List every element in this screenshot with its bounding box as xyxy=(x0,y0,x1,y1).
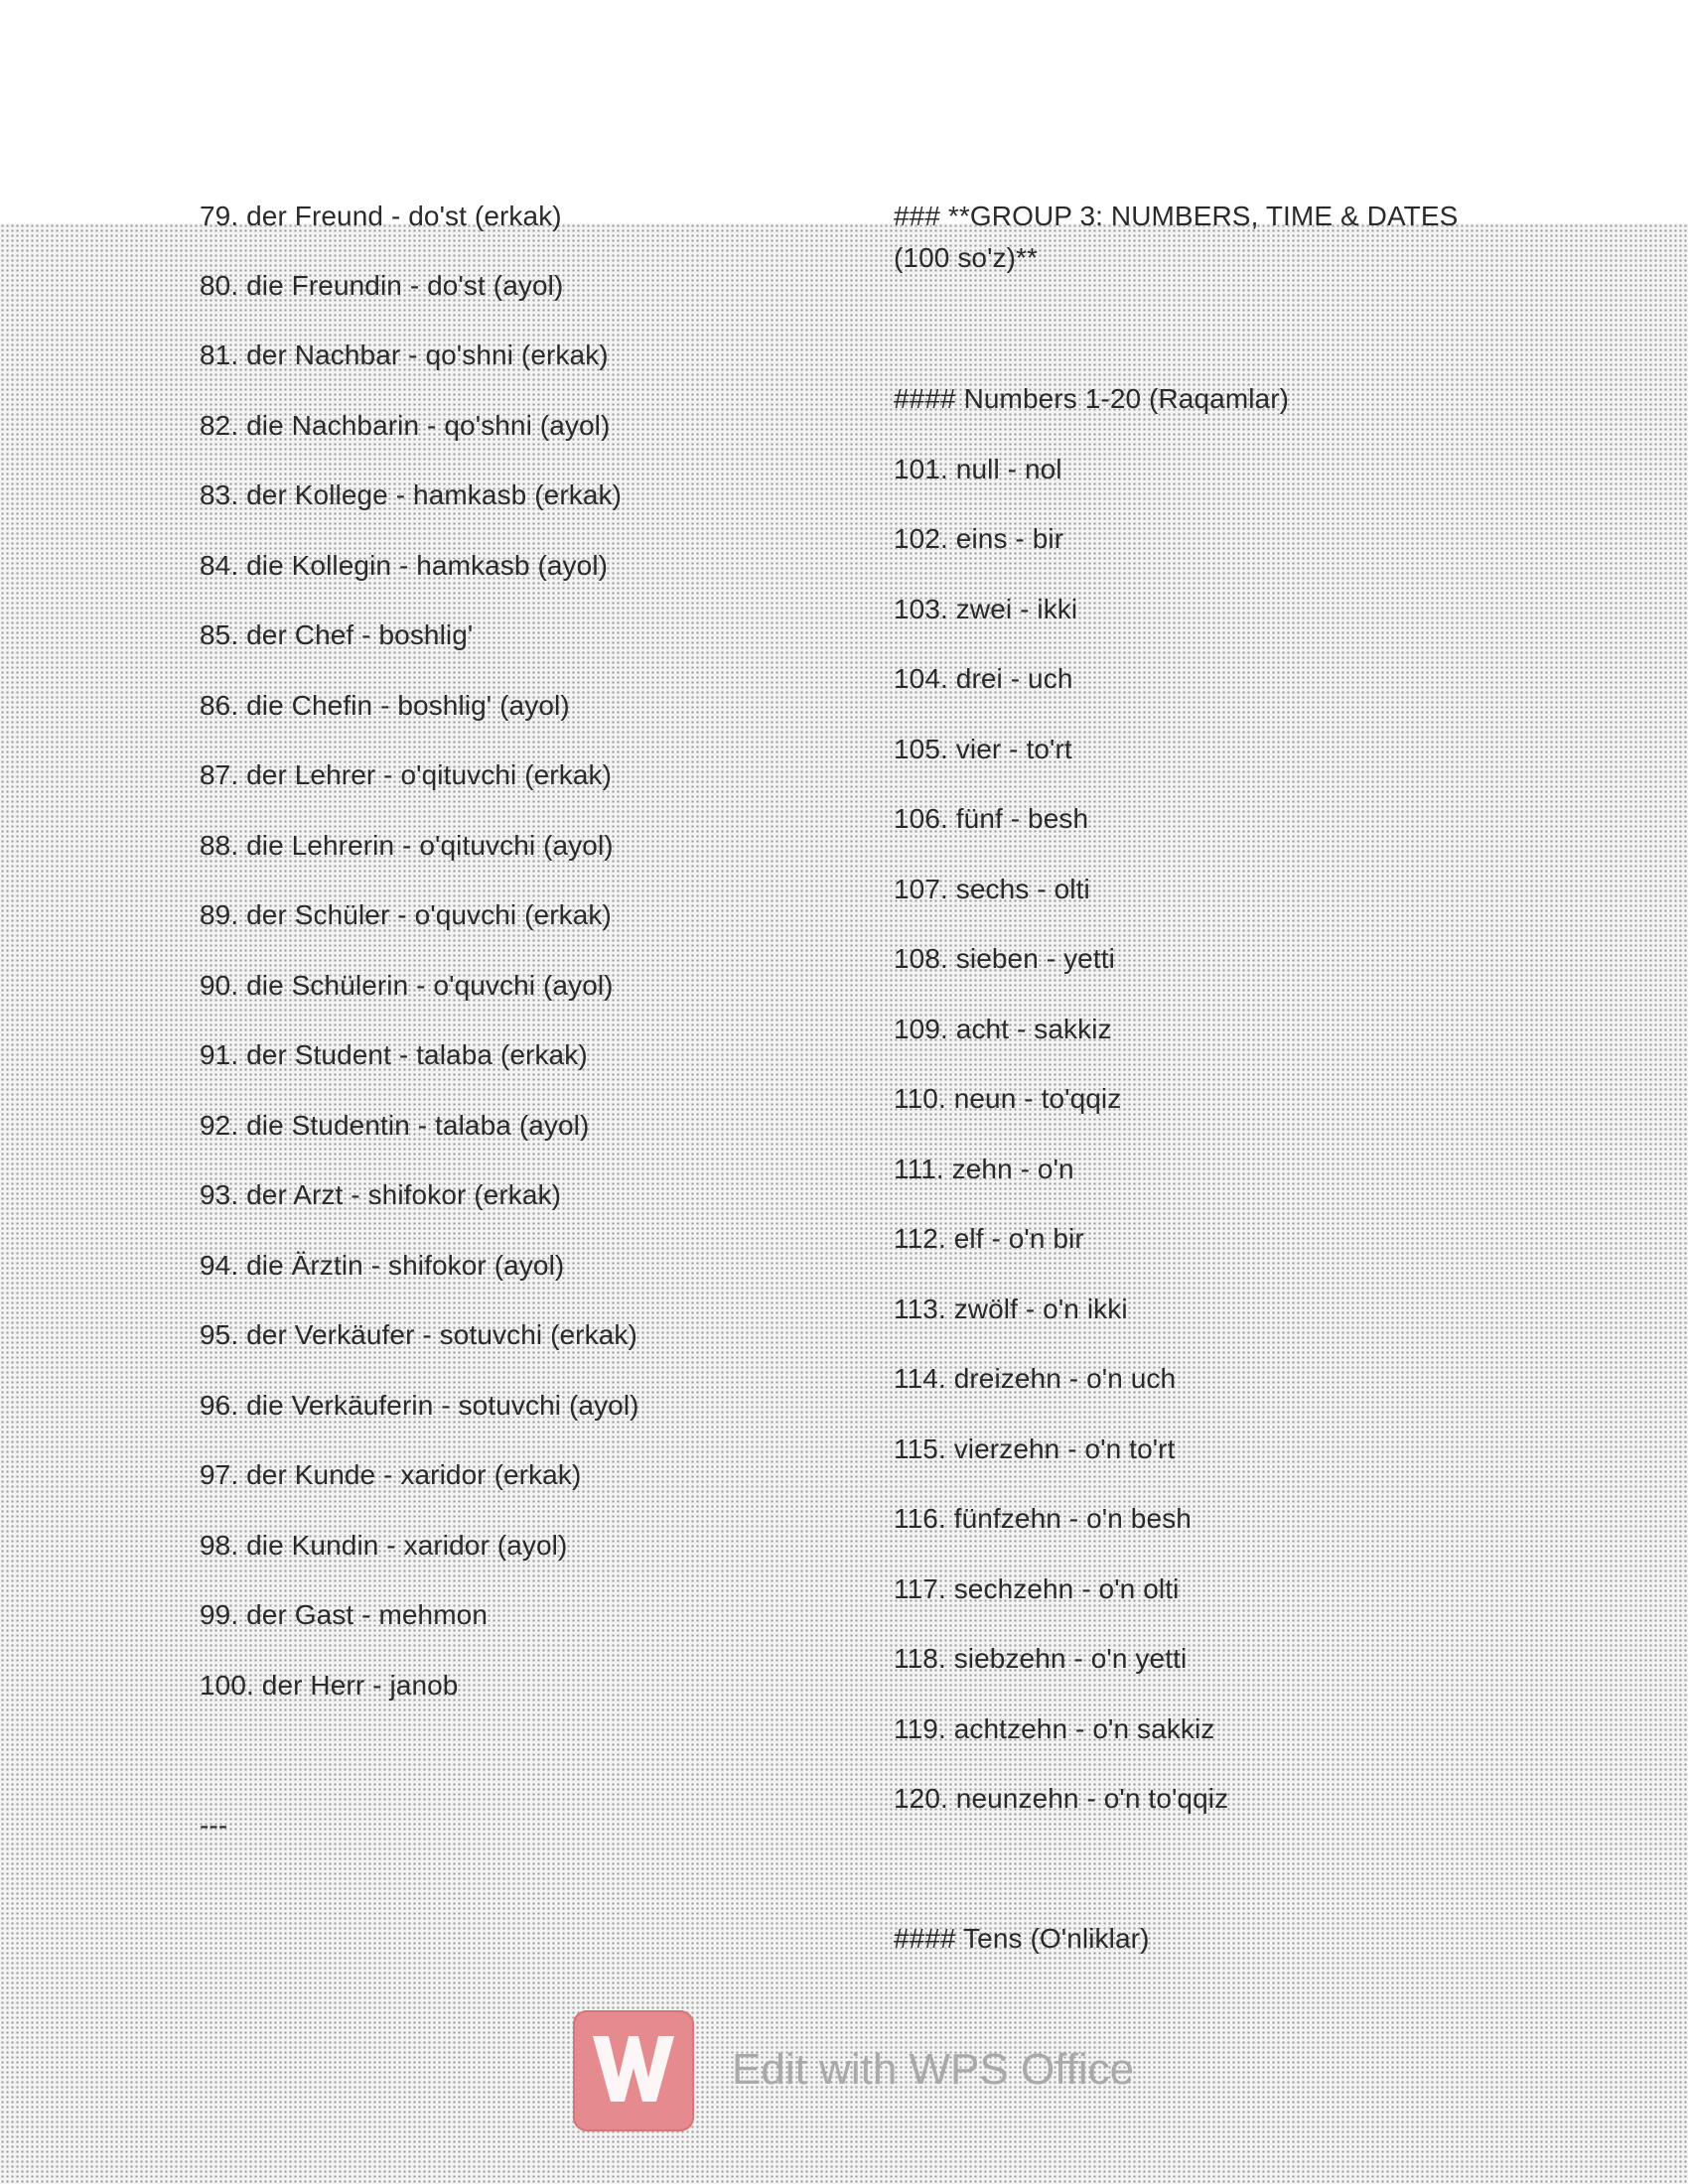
vocab-item: 91. der Student - talaba (erkak) xyxy=(200,1039,588,1070)
vocab-item: 119. achtzehn - o'n sakkiz xyxy=(894,1713,1215,1744)
vocab-item: 100. der Herr - janob xyxy=(200,1670,459,1701)
vocab-item: 116. fünfzehn - o'n besh xyxy=(894,1503,1192,1534)
vocab-item: 92. die Studentin - talaba (ayol) xyxy=(200,1110,590,1141)
vocab-item: 98. die Kundin - xaridor (ayol) xyxy=(200,1530,568,1561)
vocab-item: 97. der Kunde - xaridor (erkak) xyxy=(200,1459,582,1490)
vocab-item: 114. dreizehn - o'n uch xyxy=(894,1363,1177,1394)
wps-logo-icon xyxy=(573,2010,694,2131)
vocab-item: 120. neunzehn - o'n to'qqiz xyxy=(894,1783,1229,1814)
vocab-item: 105. vier - to'rt xyxy=(894,734,1072,764)
vocab-item: 90. die Schülerin - o'quvchi (ayol) xyxy=(200,970,614,1001)
vocab-item: 95. der Verkäufer - sotuvchi (erkak) xyxy=(200,1319,637,1350)
vocab-item: 93. der Arzt - shifokor (erkak) xyxy=(200,1179,562,1210)
vocab-item: 84. die Kollegin - hamkasb (ayol) xyxy=(200,550,609,581)
vocab-item: 94. die Ärztin - shifokor (ayol) xyxy=(200,1250,565,1281)
vocab-item: 96. die Verkäuferin - sotuvchi (ayol) xyxy=(200,1390,639,1421)
vocab-item: 85. der Chef - boshlig' xyxy=(200,619,474,650)
vocab-item: 117. sechzehn - o'n olti xyxy=(894,1573,1180,1604)
vocab-item: 80. die Freundin - do'st (ayol) xyxy=(200,270,564,301)
vocab-item: 115. vierzehn - o'n to'rt xyxy=(894,1433,1176,1464)
wps-watermark[interactable] xyxy=(573,2010,1169,2134)
vocab-item: 103. zwei - ikki xyxy=(894,594,1078,624)
vocab-item: 79. der Freund - do'st (erkak) xyxy=(200,201,562,231)
vocab-item: 110. neun - to'qqiz xyxy=(894,1083,1122,1114)
vocab-item: 99. der Gast - mehmon xyxy=(200,1599,489,1630)
vocab-item: 112. elf - o'n bir xyxy=(894,1223,1084,1254)
vocab-item: 89. der Schüler - o'quvchi (erkak) xyxy=(200,899,612,930)
vocab-item: 101. null - nol xyxy=(894,454,1062,484)
vocab-item: 86. die Chefin - boshlig' (ayol) xyxy=(200,690,570,721)
section-heading-numbers: #### Numbers 1-20 (Raqamlar) xyxy=(894,383,1290,414)
vocab-item: 113. zwölf - o'n ikki xyxy=(894,1294,1128,1324)
vocab-item: 88. die Lehrerin - o'qituvchi (ayol) xyxy=(200,830,614,861)
section-heading-tens: #### Tens (O'nliklar) xyxy=(894,1923,1150,1954)
vocab-item: 106. fünf - besh xyxy=(894,803,1089,834)
wps-watermark-text: Edit with WPS Office xyxy=(732,2045,1135,2094)
vocab-item: 83. der Kollege - hamkasb (erkak) xyxy=(200,479,623,510)
vocab-item: 81. der Nachbar - qo'shni (erkak) xyxy=(200,340,609,370)
separator: --- xyxy=(200,1810,228,1841)
vocab-item: 118. siebzehn - o'n yetti xyxy=(894,1643,1188,1674)
group-heading: ### **GROUP 3: NUMBERS, TIME & DATES (100 so'z)** xyxy=(894,201,1459,273)
vocab-item: 102. eins - bir xyxy=(894,523,1064,554)
vocab-item: 104. drei - uch xyxy=(894,663,1073,694)
vocab-item: 108. sieben - yetti xyxy=(894,943,1115,974)
vocab-item: 87. der Lehrer - o'qituvchi (erkak) xyxy=(200,759,613,790)
vocab-item: 111. zehn - o'n xyxy=(894,1154,1074,1184)
vocab-item: 82. die Nachbarin - qo'shni (ayol) xyxy=(200,410,611,441)
vocab-item: 107. sechs - olti xyxy=(894,874,1090,904)
vocab-item: 109. acht - sakkiz xyxy=(894,1014,1112,1044)
